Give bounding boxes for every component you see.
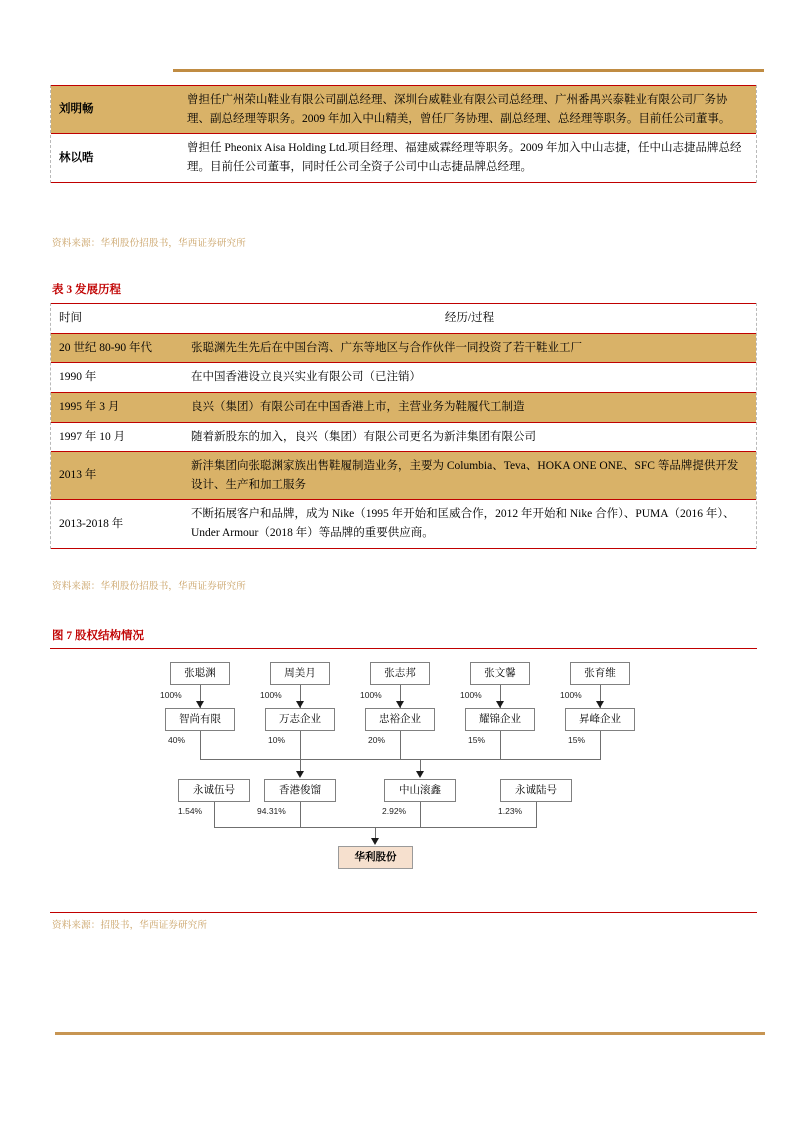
arrow-bus-t3-2 [416,771,424,778]
pct-t3-target-0: 1.54% [178,806,203,816]
table3-header-process: 经历/过程 [444,312,495,324]
ownership-diagram [50,649,757,911]
org-node-label: 昇峰企业 [579,713,621,725]
org-node-tier1-0 [170,662,230,685]
org-node-label: 张志邦 [384,667,416,679]
pct-t1-t2-1: 100% [260,690,282,700]
connector-bus-tier2 [200,759,600,760]
connector-t3-bus-3 [536,802,537,828]
table3-cell-time: 2013 年 [59,469,97,482]
org-node-tier3-3 [500,779,572,802]
table-row [51,134,756,182]
bio-name: 刘明畅 [59,103,94,116]
bottom-gold-rule [55,1032,765,1035]
org-node-tier3-1 [264,779,336,802]
figure7-source: 资料来源：招股书，华西证券研究所 [52,921,208,931]
org-node-label: 永诚伍号 [193,784,235,796]
arrow-bus-t3-1 [296,771,304,778]
connector-t2-bus-2 [400,731,401,760]
org-node-tier1-2 [370,662,430,685]
figure7-caption: 图 7 股权结构情况 [52,630,144,642]
table-row [51,333,756,363]
org-node-label: 耀锦企业 [479,713,521,725]
arrow-t1-t2-3 [496,701,504,708]
arrow-t1-t2-1 [296,701,304,708]
table3-cell-process: 张聪渊先生先后在中国台湾、广东等地区与合作伙伴一同投资了若干鞋业工厂 [191,341,582,354]
org-node-tier2-4 [565,708,635,731]
bio-table-source: 资料来源：华利股份招股书，华西证券研究所 [52,239,247,249]
org-node-label: 万志企业 [279,713,321,725]
table-row [51,500,756,548]
connector-t2-bus-3 [500,731,501,760]
table3-cell-time: 1997 年 10 月 [59,430,126,443]
pct-t1-t2-0: 100% [160,690,182,700]
pct-t1-t2-3: 100% [460,690,482,700]
org-node-label: 中山滚鑫 [399,784,441,796]
pct-t3-target-2: 2.92% [382,806,407,816]
bio-text: 曾担任广州荣山鞋业有限公司副总经理、深圳台威鞋业有限公司总经理、广州番禺兴泰鞋业有限公司厂务协理、副总经理等职务。2009 年加入中山精美，曾任厂务协理、副总经理、总经理等职务。目前任公司董事。 [187,94,731,125]
table3-cell-process: 良兴（集团）有限公司在中国香港上市，主营业务为鞋履代工制造 [191,400,525,413]
pct-t3-target-1: 94.31% [257,806,286,816]
org-node-label: 张聪渊 [184,667,216,679]
pct-t1-t2-4: 100% [560,690,582,700]
table-header-row [51,304,756,334]
arrow-t1-t2-4 [596,701,604,708]
org-node-tier2-1 [265,708,335,731]
org-node-label: 忠裕企业 [379,713,421,725]
org-node-label: 张育维 [584,667,616,679]
figure7-frame [50,648,757,913]
org-node-tier2-0 [165,708,235,731]
connector-t3-bus-2 [420,802,421,828]
table3-source: 资料来源：华利股份招股书，华西证券研究所 [52,582,247,592]
org-node-label: 永诚陆号 [515,784,557,796]
pct-t2-t3-0: 40% [168,735,186,745]
table3-cell-process: 随着新股东的加入，良兴（集团）有限公司更名为新沣集团有限公司 [191,430,536,443]
arrow-t1-t2-2 [396,701,404,708]
bio-name: 林以晧 [59,151,94,164]
table3-caption: 表 3 发展历程 [52,284,121,296]
connector-t2-bus-0 [200,731,201,760]
table3-cell-process: 在中国香港设立良兴实业有限公司（已注销） [191,371,421,384]
table3-cell-time: 1995 年 3 月 [59,400,120,413]
bio-text: 曾担任 Pheonix Aisa Holding Ltd.项目经理、福建威霖经理等职务。2009 年加入中山志捷，任中山志捷品牌总经理。目前任公司董事，同时任公司全资子公司中山志捷品牌总经理。 [187,142,742,173]
table3-wrapper [50,303,757,549]
arrow-target [371,838,379,845]
org-node-tier1-3 [470,662,530,685]
org-node-label: 华利股份 [354,851,397,863]
pct-t2-t3-2: 20% [368,735,386,745]
table-row [51,86,756,134]
org-node-label: 智尚有限 [179,713,221,725]
org-node-tier2-3 [465,708,535,731]
org-node-label: 周美月 [284,667,316,679]
connector-t3-bus-0 [214,802,215,828]
bio-table-wrapper [50,85,757,183]
top-gold-rule [173,69,764,72]
table-row [51,452,756,500]
pct-t2-t3-1: 10% [268,735,286,745]
table3-header-time: 时间 [59,312,82,324]
table-row [51,422,756,452]
table-row [51,392,756,422]
connector-t3-bus-1 [300,802,301,828]
table3-cell-time: 20 世纪 80-90 年代 [59,341,152,354]
arrow-t1-t2-0 [196,701,204,708]
pct-t2-t3-3: 15% [468,735,486,745]
org-node-tier1-4 [570,662,630,685]
connector-t2-bus-1 [300,731,301,760]
pct-t1-t2-2: 100% [360,690,382,700]
org-node-tier2-2 [365,708,435,731]
org-node-tier3-2 [384,779,456,802]
table3-cell-process: 不断拓展客户和品牌，成为 Nike（1995 年开始和匡威合作，2012 年开始和 Nike 合作）、PUMA（2016 年）、Under Armour（2018 年）等品牌的重要供应商。 [191,508,735,539]
connector-t2-bus-4 [600,731,601,760]
pct-t2-t3-4: 15% [568,735,586,745]
org-node-tier1-1 [270,662,330,685]
org-node-label: 香港俊馏 [279,784,321,796]
table3-cell-process: 新沣集团向张聪渊家族出售鞋履制造业务，主要为 Columbia、Teva、HOKA ONE ONE、SFC 等品牌提供开发设计、生产和加工服务 [191,460,739,491]
table3-cell-time: 1990 年 [59,371,97,384]
org-node-label: 张文馨 [484,667,516,679]
org-node-tier3-0 [178,779,250,802]
bio-table [51,85,756,183]
table-row [51,363,756,393]
org-node-target [338,846,413,869]
table3 [51,303,756,549]
table3-cell-time: 2013-2018 年 [59,517,124,530]
pct-t3-target-3: 1.23% [498,806,523,816]
